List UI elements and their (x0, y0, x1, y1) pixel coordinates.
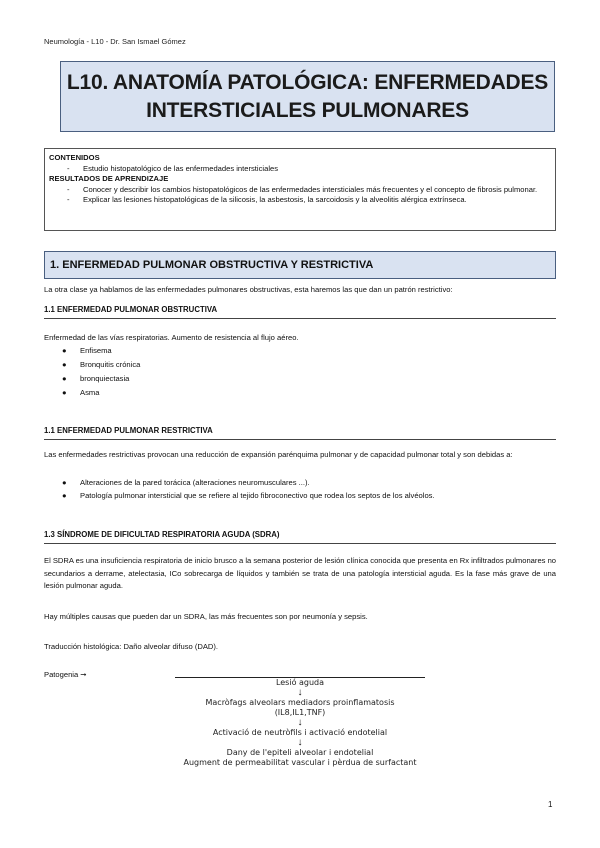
subsection-1-2-heading: 1.1 ENFERMEDAD PULMONAR RESTRICTIVA (44, 426, 556, 440)
subsection-1-1-text: Enfermedad de las vías respiratorias. Aumento de resistencia al flujo aéreo. (44, 333, 299, 342)
subsection-1-2-text: Las enfermedades restrictivas provocan una reducción de expansión parénquima pulmonar y de capacidad pulmonar total y son debidas a: (44, 450, 513, 459)
title-line-2: INTERSTICIALES PULMONARES (146, 98, 469, 122)
resultados-heading: RESULTADOS DE APRENDIZAJE (49, 174, 169, 183)
contenidos-item: - Estudio histopatológico de las enfermedades intersticiales (67, 163, 279, 173)
sdra-definition: El SDRA es una insuficiencia respiratoria de inicio brusco a la semana posterior de lesión clínica conocida que presenta en Rx infiltrados pulmonares no secundarios a derrame, atelectasia, ICo sobrecarga de líquidos y también se trata de una patología intersticial aguda. Es la fase más grave de una lesión pulmonar aguda. (44, 556, 557, 590)
diagram-step: Augment de permeabilitat vascular i pèrdua de surfactant (183, 758, 417, 767)
down-arrow-icon: ↓ (297, 717, 303, 728)
resultados-item: - Explicar las lesiones histopatológicas de la silicosis, la asbestosis, la sarcoidosis y la alveolitis alérgica extrínseca. (67, 195, 467, 204)
diagram-step: Dany de l'epiteli alveolar i endotelial (226, 748, 374, 757)
down-arrow-icon: ↓ (297, 687, 303, 698)
restrictive-list (62, 477, 435, 502)
list-item: ● Alteraciones de la pared torácica (alteraciones neuromusculares ...). (62, 478, 310, 487)
sdra-causes: Hay múltiples causas que pueden dar un SDRA, las más frecuentes son por neumonía y sepsis. (44, 612, 368, 621)
diagram-step: Macròfags alveolars mediadors proinflamatosis (205, 698, 395, 707)
running-header: Neumología - L10 - Dr. San Ismael Gómez (44, 37, 186, 46)
objectives-box (44, 148, 556, 231)
contenidos-heading: CONTENIDOS (49, 153, 100, 162)
subsection-1-3-heading: 1.3 SÍNDROME DE DIFICULTAD RESPIRATORIA AGUDA (SDRA) (44, 530, 556, 544)
diagram-step: Activació de neutròfils i activació endotelial (212, 728, 388, 737)
patogenia-label: Patogenia ➞ (44, 670, 87, 679)
obstructive-list (62, 344, 140, 400)
title-line-1: L10. ANATOMÍA PATOLÓGICA: ENFERMEDADES (66, 70, 549, 94)
list-item: ● bronquiectasia (62, 374, 130, 383)
sdra-histology: Traducción histológica: Daño alveolar difuso (DAD). (44, 642, 219, 651)
lesson-title-box (60, 61, 555, 132)
list-item: ● Asma (62, 388, 100, 397)
diagram-step: Lesió aguda (275, 678, 325, 687)
page-number: 1 (548, 800, 553, 809)
list-item: ● Bronquitis crónica (62, 360, 141, 369)
diagram-step: (IL8,IL1,TNF) (274, 708, 326, 717)
section-1-intro: La otra clase ya hablamos de las enfermedades pulmonares obstructivas, esta haremos las que dan un patrón restrictivo: (44, 285, 453, 294)
list-item: ● Patología pulmonar intersticial que se refiere al tejido fibroconectivo que rodea los septos de los alvéolos. (62, 490, 435, 500)
resultados-item: - Conocer y describir los cambios histopatológicos de las enfermedades intersticiales más frecuentes y el concepto de fibrosis pulmonar. (67, 184, 538, 194)
section-1-heading: 1. ENFERMEDAD PULMONAR OBSTRUCTIVA Y RESTRICTIVA (44, 251, 556, 279)
list-item: ● Enfisema (62, 346, 112, 355)
pathogenesis-diagram (175, 677, 425, 792)
subsection-1-1-heading: 1.1 ENFERMEDAD PULMONAR OBSTRUCTIVA (44, 305, 556, 319)
down-arrow-icon: ↓ (297, 737, 303, 748)
